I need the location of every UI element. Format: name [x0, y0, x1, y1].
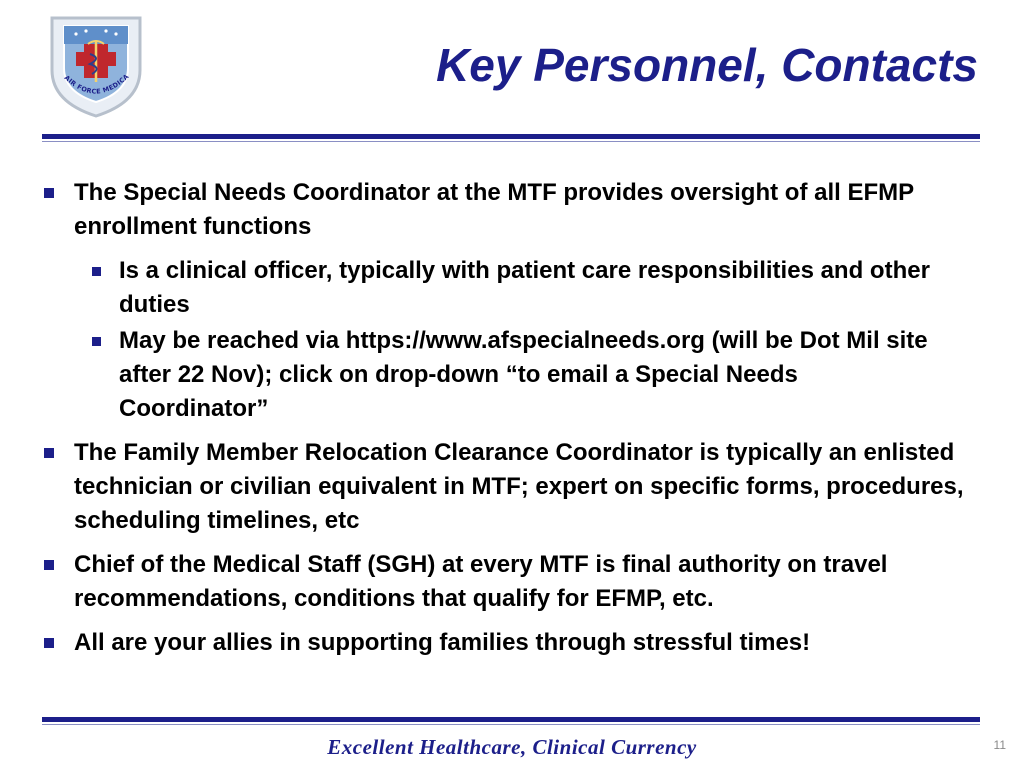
header-divider-thin: [42, 141, 980, 142]
afmoa-shield-emblem-icon: [46, 10, 146, 120]
square-bullet-icon: [44, 188, 54, 198]
footer-divider: [42, 717, 980, 722]
slide-footer: Excellent Healthcare, Clinical Currency: [327, 735, 697, 759]
header-divider: [42, 134, 980, 139]
square-bullet-icon: [44, 560, 54, 570]
bullet-text: Chief of the Medical Staff (SGH) at every MTF is final authority on travel recommendations, conditions that qualify for EFMP, etc.: [74, 551, 888, 612]
sub-bullet-text: May be reached via https://www.afspecialneeds.org (will be Dot Mil site after 22 Nov); click on drop-down “to email a Special Needs Coordinator”: [119, 327, 928, 422]
bullet-item-relocation-coordinator: [0, 436, 964, 538]
slide-number: 11: [993, 738, 1006, 752]
bullet-text: All are your allies in supporting families through stressful times!: [74, 629, 811, 656]
sub-bullet-list: [0, 254, 1024, 426]
bullet-item-allies: [0, 626, 964, 660]
square-bullet-icon: [44, 638, 54, 648]
bullet-text: The Special Needs Coordinator at the MTF provides oversight of all EFMP enrollment functions: [74, 179, 914, 240]
slide-content: [0, 176, 1024, 670]
afmoa-logo: [46, 10, 146, 120]
bullet-item-chief-medical-staff: [0, 548, 964, 616]
sub-bullet-item-clinical-officer: [0, 254, 949, 322]
bullet-item-special-needs-coordinator: [0, 176, 964, 244]
square-bullet-icon: [92, 337, 101, 346]
square-bullet-icon: [44, 448, 54, 458]
sub-bullet-item-contact-url: [0, 324, 949, 426]
square-bullet-icon: [92, 267, 101, 276]
logo-text: AIR FORCE MEDICA: [62, 72, 131, 96]
footer-divider-thin: [42, 724, 980, 725]
sub-bullet-text: Is a clinical officer, typically with patient care responsibilities and other duties: [119, 257, 930, 318]
slide-title: Key Personnel, Contacts: [436, 39, 978, 91]
bullet-text: The Family Member Relocation Clearance Coordinator is typically an enlisted technician or civilian equivalent in MTF; expert on specific forms, procedures, scheduling timelines, etc: [74, 439, 964, 534]
